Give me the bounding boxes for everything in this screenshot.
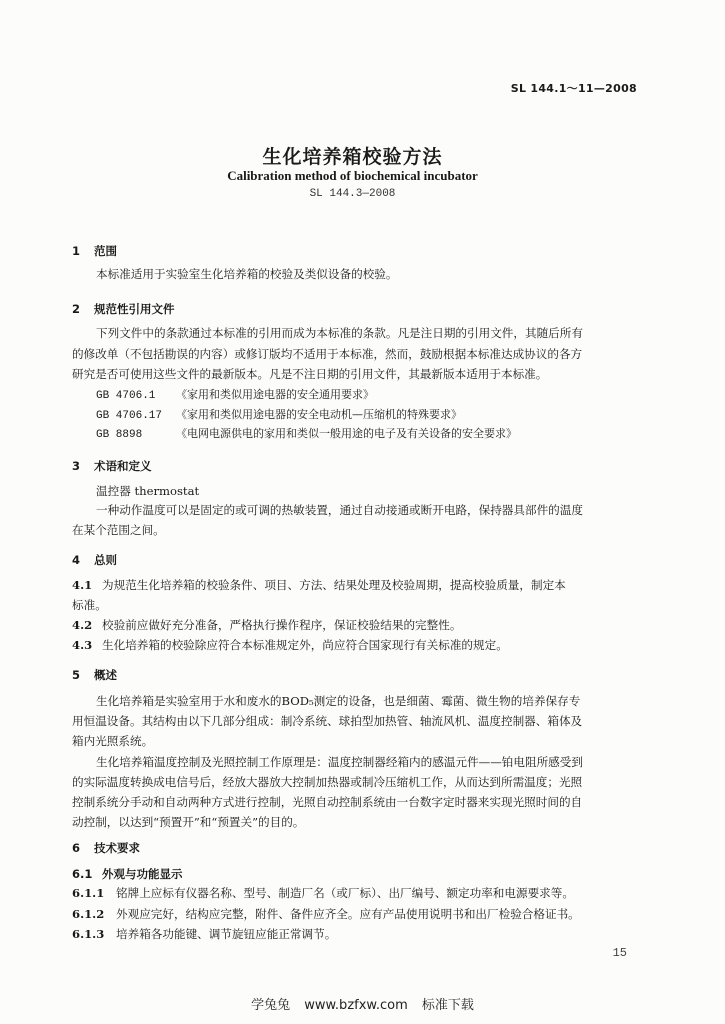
clause-4-3: 4.3 生化培养箱的校验除应符合本标准规定外，尚应符合国家现行有关标准的规定。: [72, 638, 508, 652]
section-6-heading: 6 技术要求: [72, 841, 140, 855]
section-2-heading: 2 规范性引用文件: [72, 302, 175, 316]
standard-code-header: SL 144.1～11—2008: [510, 82, 637, 95]
section-5-heading: 5 概述: [72, 668, 117, 682]
term-definition-line-2: 在某个范围之间。: [72, 523, 165, 537]
clause-4-2: 4.2 校验前应做好充分准备，严格执行操作程序，保证校验结果的完整性。: [72, 618, 462, 632]
reference-item: GB 4706.1 《家用和类似用途电器的安全通用要求》: [96, 388, 374, 402]
clause-4-1: 4.1 为规范生化培养箱的校验条件、项目、方法、结果处理及校验周期，提高校验质量，制定本: [72, 578, 566, 592]
clause-6-1-heading: 6.1 外观与功能显示: [72, 867, 183, 881]
overview-p2-line-3: 控制系统分手动和自动两种方式进行控制，光照自动控制系统由一台数字定时器来实现光照时间的自: [72, 795, 583, 809]
overview-p1-line-2: 用恒温设备。其结构由以下几部分组成：制冷系统、球拍型加热管、轴流风机、温度控制器、箱体及: [72, 714, 583, 728]
section-1-heading: 1 范围: [72, 244, 117, 258]
section-1-body: 本标准适用于实验室生化培养箱的校验及类似设备的校验。: [96, 267, 398, 281]
section-2-line-2: 的修改单（不包括勘误的内容）或修订版均不适用于本标准，然而，鼓励根据本标准达成协议的各方: [72, 347, 583, 361]
clause-4-1-continued: 标准。: [72, 598, 107, 612]
overview-p2-line-4: 动控制，以达到“预置开”和“预置关”的目的。: [72, 815, 305, 829]
overview-p2-line-2: 的实际温度转换成电信号后，经放大器放大控制加热器或制冷压缩机工作，从而达到所需温度；光照: [72, 775, 583, 789]
section-2-line-1: 下列文件中的条款通过本标准的引用而成为本标准的条款。凡是注日期的引用文件，其随后所有: [96, 326, 583, 340]
section-3-heading: 3 术语和定义: [72, 459, 152, 473]
overview-p1-line-1: 生化培养箱是实验室用于水和废水的BOD₅测定的设备，也是细菌、霉菌、微生物的培养保存专: [96, 694, 581, 708]
page-number: 15: [612, 946, 627, 960]
clause-6-1-1: 6.1.1 铭牌上应标有仪器名称、型号、制造厂名（或厂标）、出厂编号、额定功率和电源要求等。: [72, 886, 574, 900]
standard-number: SL 144.3—2008: [309, 188, 396, 200]
document-title-en: Calibration method of biochemical incubator: [227, 168, 478, 183]
section-4-heading: 4 总则: [72, 553, 117, 567]
reference-item: GB 8898 《电网电源供电的家用和类似一般用途的电子及有关设备的安全要求》: [96, 427, 517, 441]
section-2-line-3: 研究是否可使用这些文件的最新版本。凡是不注日期的引用文件，其最新版本适用于本标准。: [72, 367, 548, 381]
overview-p1-line-3: 箱内光照系统。: [72, 734, 154, 748]
term-entry: 温控器 thermostat: [96, 484, 200, 498]
term-definition-line-1: 一种动作温度可以是固定的或可调的热敏装置，通过自动接通或断开电路，保持器具部件的温度: [96, 503, 583, 517]
footer-watermark: 学兔兔 www.bzfxw.com 标准下载: [251, 998, 474, 1013]
clause-6-1-2: 6.1.2 外观应完好，结构应完整，附件、备件应齐全。应有产品使用说明书和出厂检验合格证书。: [72, 907, 580, 921]
reference-item: GB 4706.17 《家用和类似用途电器的安全电动机—压缩机的特殊要求》: [96, 408, 462, 422]
document-title-cn: 生化培养箱校验方法: [262, 146, 443, 168]
clause-6-1-3: 6.1.3 培养箱各功能键、调节旋钮应能正常调节。: [72, 927, 337, 941]
overview-p2-line-1: 生化培养箱温度控制及光照控制工作原理是：温度控制器经箱内的感温元件——铂电阻所感受到: [96, 755, 583, 769]
